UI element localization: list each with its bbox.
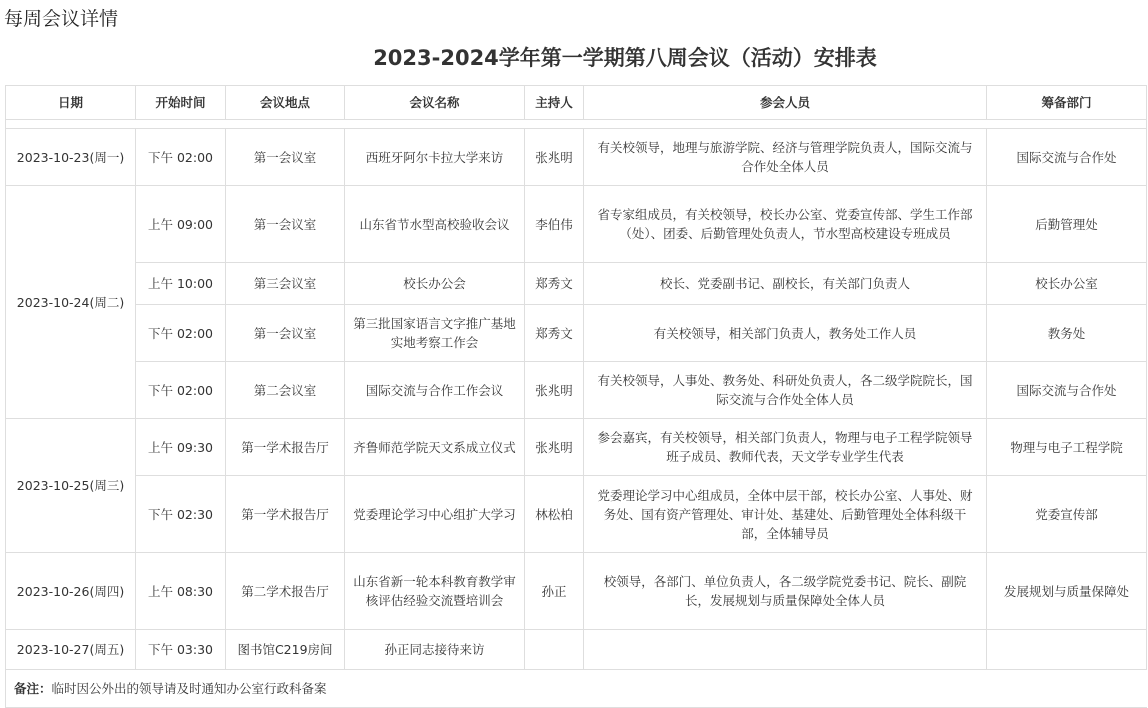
time-cell: 下午 02:00 — [136, 362, 226, 419]
date-cell: 2023-10-23(周一) — [6, 129, 136, 186]
date-cell: 2023-10-24(周二) — [6, 186, 136, 419]
host-cell — [525, 630, 584, 670]
date-cell: 2023-10-27(周五) — [6, 630, 136, 670]
time-cell: 上午 09:30 — [136, 419, 226, 476]
attendees-cell: 校领导，各部门、单位负责人，各二级学院党委书记、院长、副院长，发展规划与质量保障处全体人员 — [584, 553, 987, 630]
table-row — [6, 419, 1147, 476]
header-location: 会议地点 — [226, 86, 345, 120]
host-cell: 张兆明 — [525, 129, 584, 186]
location-cell: 第一学术报告厅 — [226, 476, 345, 553]
date-cell: 2023-10-26(周四) — [6, 553, 136, 630]
department-cell: 校长办公室 — [987, 263, 1147, 305]
meeting-name-cell: 第三批国家语言文字推广基地实地考察工作会 — [345, 305, 525, 362]
department-cell: 后勤管理处 — [987, 186, 1147, 263]
time-cell: 上午 08:30 — [136, 553, 226, 630]
table-row — [6, 305, 1147, 362]
department-cell: 党委宣传部 — [987, 476, 1147, 553]
header-start-time: 开始时间 — [136, 86, 226, 120]
remark-label: 备注： — [14, 681, 52, 696]
department-cell: 物理与电子工程学院 — [987, 419, 1147, 476]
location-cell: 第一会议室 — [226, 305, 345, 362]
meeting-name-cell: 孙正同志接待来访 — [345, 630, 525, 670]
table-row — [6, 362, 1147, 419]
attendees-cell: 省专家组成员，有关校领导，校长办公室、党委宣传部、学生工作部（处）、团委、后勤管理处负责人，节水型高校建设专班成员 — [584, 186, 987, 263]
header-host: 主持人 — [525, 86, 584, 120]
time-cell: 下午 02:00 — [136, 305, 226, 362]
header-gap — [6, 120, 1147, 129]
attendees-cell: 有关校领导，相关部门负责人，教务处工作人员 — [584, 305, 987, 362]
location-cell: 图书馆C219房间 — [226, 630, 345, 670]
time-cell: 下午 02:30 — [136, 476, 226, 553]
time-cell: 上午 09:00 — [136, 186, 226, 263]
attendees-cell: 有关校领导，人事处、教务处、科研处负责人，各二级学院院长，国际交流与合作处全体人员 — [584, 362, 987, 419]
attendees-cell: 党委理论学习中心组成员，全体中层干部，校长办公室、人事处、财务处、国有资产管理处、审计处、基建处、后勤管理处全体科级干部，全体辅导员 — [584, 476, 987, 553]
header-attendees: 参会人员 — [584, 86, 987, 120]
remark-text: 临时因公外出的领导请及时通知办公室行政科备案 — [51, 681, 327, 696]
time-cell: 上午 10:00 — [136, 263, 226, 305]
header-department: 筹备部门 — [987, 86, 1147, 120]
time-cell: 下午 02:00 — [136, 129, 226, 186]
meeting-schedule-table — [5, 85, 1147, 708]
table-row — [6, 630, 1147, 670]
header-meeting-name: 会议名称 — [345, 86, 525, 120]
attendees-cell: 校长、党委副书记、副校长，有关部门负责人 — [584, 263, 987, 305]
table-header-row — [6, 86, 1147, 120]
department-cell: 国际交流与合作处 — [987, 129, 1147, 186]
host-cell: 李伯伟 — [525, 186, 584, 263]
host-cell: 孙正 — [525, 553, 584, 630]
header-date: 日期 — [6, 86, 136, 120]
location-cell: 第一会议室 — [226, 129, 345, 186]
meeting-name-cell: 山东省新一轮本科教育教学审核评估经验交流暨培训会 — [345, 553, 525, 630]
table-row — [6, 553, 1147, 630]
table-row — [6, 186, 1147, 263]
department-cell: 国际交流与合作处 — [987, 362, 1147, 419]
meeting-name-cell: 党委理论学习中心组扩大学习 — [345, 476, 525, 553]
host-cell: 张兆明 — [525, 419, 584, 476]
location-cell: 第三会议室 — [226, 263, 345, 305]
remark-row — [6, 670, 1147, 708]
host-cell: 郑秀文 — [525, 263, 584, 305]
host-cell: 郑秀文 — [525, 305, 584, 362]
meeting-name-cell: 西班牙阿尔卡拉大学来访 — [345, 129, 525, 186]
host-cell: 林松柏 — [525, 476, 584, 553]
department-cell — [987, 630, 1147, 670]
meeting-name-cell: 国际交流与合作工作会议 — [345, 362, 525, 419]
time-cell: 下午 03:30 — [136, 630, 226, 670]
page-heading: 每周会议详情 — [4, 8, 119, 30]
table-row — [6, 129, 1147, 186]
date-cell: 2023-10-25(周三) — [6, 419, 136, 553]
location-cell: 第二学术报告厅 — [226, 553, 345, 630]
host-cell: 张兆明 — [525, 362, 584, 419]
remark-cell — [6, 670, 1147, 708]
department-cell: 发展规划与质量保障处 — [987, 553, 1147, 630]
meeting-name-cell: 校长办公会 — [345, 263, 525, 305]
meeting-name-cell: 齐鲁师范学院天文系成立仪式 — [345, 419, 525, 476]
department-cell: 教务处 — [987, 305, 1147, 362]
meeting-name-cell: 山东省节水型高校验收会议 — [345, 186, 525, 263]
table-row — [6, 476, 1147, 553]
attendees-cell: 有关校领导，地理与旅游学院、经济与管理学院负责人，国际交流与合作处全体人员 — [584, 129, 987, 186]
location-cell: 第二会议室 — [226, 362, 345, 419]
schedule-title: 2023-2024学年第一学期第八周会议（活动）安排表 — [373, 46, 877, 70]
location-cell: 第一会议室 — [226, 186, 345, 263]
table-row — [6, 263, 1147, 305]
location-cell: 第一学术报告厅 — [226, 419, 345, 476]
attendees-cell: 参会嘉宾，有关校领导，相关部门负责人，物理与电子工程学院领导班子成员、教师代表，天文学专业学生代表 — [584, 419, 987, 476]
attendees-cell — [584, 630, 987, 670]
